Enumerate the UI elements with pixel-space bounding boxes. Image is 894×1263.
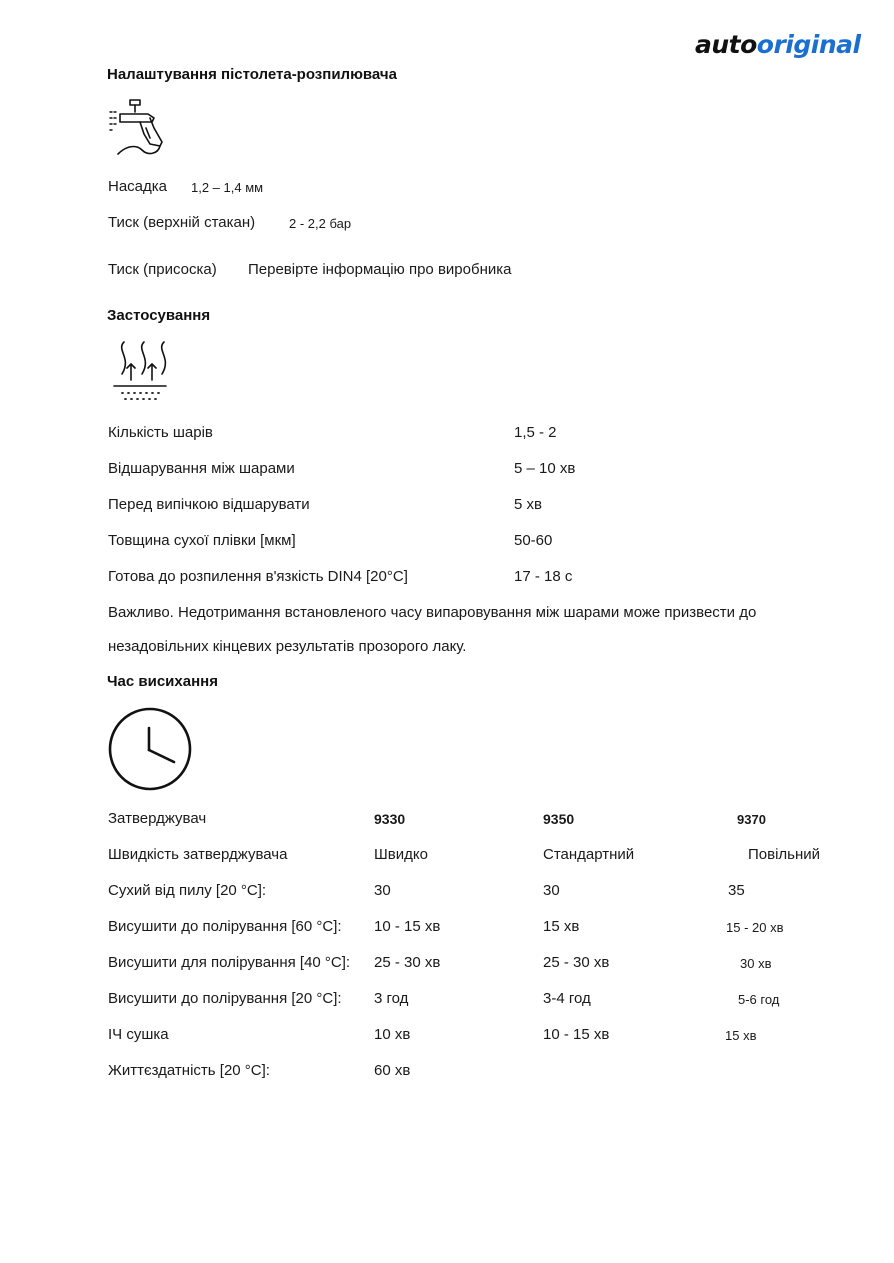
pressure-suction-label: Тиск (присоска) — [108, 261, 217, 278]
clock-icon — [108, 707, 192, 791]
autooriginal-logo — [695, 30, 861, 59]
hardener-label: Затверджувач — [108, 810, 207, 827]
drying-row-value-9370: 35 — [728, 882, 745, 899]
drying-row-label: Висушити для полірування [40 °C]: — [108, 954, 351, 971]
application-row-label: Готова до розпилення в'язкість DIN4 [20°C] — [108, 568, 408, 585]
hardener-speed-standard: Стандартний — [543, 846, 635, 863]
nozzle-value: 1,2 – 1,4 мм — [191, 180, 264, 195]
hardener-speed-slow: Повільний — [748, 846, 821, 863]
hardener-speed-fast: Швидко — [374, 846, 428, 863]
evaporation-icon — [110, 340, 170, 406]
drying-row-value-9330: 10 хв — [374, 1026, 411, 1043]
drying-row-label: Висушити до полірування [20 °C]: — [108, 990, 342, 1007]
drying-row-value-9330: 3 год — [374, 990, 409, 1007]
application-row-value: 1,5 - 2 — [514, 424, 557, 441]
drying-row-value-9370: 15 хв — [725, 1028, 757, 1043]
application-row-value: 50-60 — [514, 532, 553, 549]
hardener-code-9330: 9330 — [374, 811, 406, 827]
logo-part-original: original — [756, 30, 861, 59]
drying-row-value-9330: 60 хв — [374, 1062, 411, 1079]
pressure-top-value: 2 - 2,2 бар — [289, 216, 352, 231]
drying-row-value-9330: 25 - 30 хв — [374, 954, 441, 971]
section-title-drying: Час висихання — [107, 673, 218, 690]
pressure-suction-value: Перевірте інформацію про виробника — [248, 261, 512, 278]
drying-row-value-9350: 15 хв — [543, 918, 580, 935]
drying-row-value-9350: 10 - 15 хв — [543, 1026, 610, 1043]
section-title-gun: Налаштування пістолета-розпилювача — [107, 66, 397, 83]
drying-row-value-9330: 10 - 15 хв — [374, 918, 441, 935]
hardener-code-9350: 9350 — [543, 811, 575, 827]
application-note-line2: незадовільних кінцевих результатів прозорого лаку. — [108, 638, 467, 655]
drying-row-value-9350: 25 - 30 хв — [543, 954, 610, 971]
spray-gun-icon — [108, 98, 168, 158]
logo-part-auto: auto — [695, 30, 757, 59]
application-row-label: Відшарування між шарами — [108, 460, 295, 477]
drying-row-value-9370: 30 хв — [740, 956, 772, 971]
drying-row-label: ІЧ сушка — [108, 1026, 169, 1043]
application-row-value: 17 - 18 с — [514, 568, 573, 585]
drying-row-label: Життєздатність [20 °C]: — [108, 1062, 270, 1079]
application-row-value: 5 – 10 хв — [514, 460, 576, 477]
hardener-speed-label: Швидкість затверджувача — [108, 846, 288, 863]
drying-row-value-9370: 15 - 20 хв — [726, 920, 784, 935]
drying-row-value-9330: 30 — [374, 882, 391, 899]
drying-row-value-9350: 30 — [543, 882, 560, 899]
drying-row-label: Висушити до полірування [60 °C]: — [108, 918, 342, 935]
application-row-label: Товщина сухої плівки [мкм] — [108, 532, 296, 549]
application-note-line1: Важливо. Недотримання встановленого часу випаровування між шарами може призвести до — [108, 604, 757, 621]
application-row-label: Кількість шарів — [108, 424, 213, 441]
drying-row-label: Сухий від пилу [20 °C]: — [108, 882, 267, 899]
application-row-value: 5 хв — [514, 496, 542, 513]
drying-row-value-9350: 3-4 год — [543, 990, 591, 1007]
nozzle-label: Насадка — [108, 178, 168, 195]
drying-row-value-9370: 5-6 год — [738, 992, 780, 1007]
pressure-top-label: Тиск (верхній стакан) — [108, 214, 256, 231]
section-title-application: Застосування — [107, 307, 211, 324]
application-row-label: Перед випічкою відшарувати — [108, 496, 310, 513]
hardener-code-9370: 9370 — [737, 812, 766, 827]
